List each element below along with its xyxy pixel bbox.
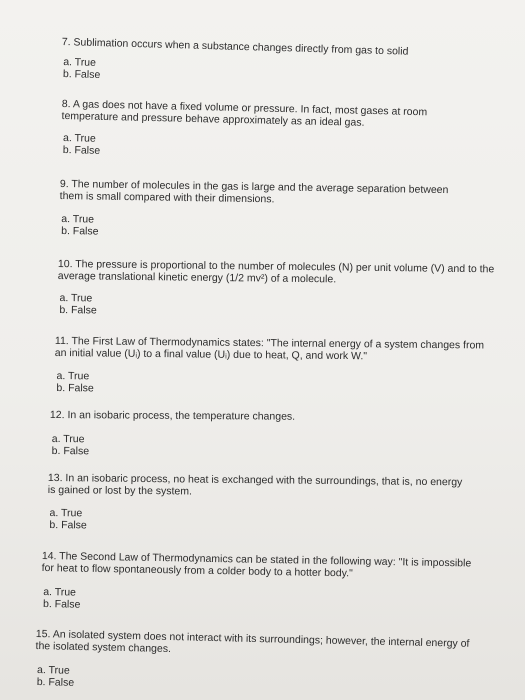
option-true[interactable]: a. True [51,433,85,446]
question-stem: 7. Sublimation occurs when a substance changes directly from gas to solid [61,36,409,58]
question-stem: 10. The pressure is proportional to the number of molecules (N) per unit volume (V) and to the average translational kinetic energy (1/2 mv²) of a molecule. [57,258,495,286]
question-12 [50,409,490,460]
option-true[interactable]: a. True [49,507,83,520]
option-false[interactable]: b. False [61,225,99,238]
option-true[interactable]: a. True [59,292,93,305]
option-false[interactable]: b. False [49,519,87,532]
option-true[interactable]: a. True [61,213,95,226]
question-stem: 13. In an isobaric process, no heat is exchanged with the surroundings, that is, no energy is gained or lost by the system. [47,472,463,498]
question-14 [41,550,482,618]
option-false[interactable]: b. False [56,382,94,395]
question-stem: 11. The First Law of Thermodynamics states: "The internal energy of a system changes from an initial value (Uᵢ) to a final value (Uᵢ) due to heat, Q, and work W." [54,335,485,363]
option-true[interactable]: a. True [62,132,96,145]
question-15 [35,628,486,698]
option-true[interactable]: a. True [43,586,77,599]
question-7 [61,36,462,91]
option-false[interactable]: b. False [42,598,81,611]
option-false[interactable]: b. False [62,68,101,82]
question-10 [57,258,498,321]
option-false[interactable]: b. False [59,304,97,317]
question-13 [47,472,468,535]
option-true[interactable]: a. True [56,370,90,383]
question-stem: 9. The number of molecules in the gas is large and the average separation between them is small compared with their dimensions. [59,178,449,206]
option-true[interactable]: a. True [36,664,70,677]
option-false[interactable]: b. False [51,445,90,458]
question-stem: 12. In an isobaric process, the temperature changes. [49,409,296,423]
option-false[interactable]: b. False [62,144,101,157]
question-stem: 15. An isolated system does not interact with its surroundings; however, the internal energy of the isolated system changes. [35,628,470,656]
question-stem: 8. A gas does not have a fixed volume or pressure. In fact, most gases at room temperature and pressure behave approximately as an ideal gas. [61,98,428,129]
question-9 [59,178,472,243]
option-true[interactable]: a. True [63,56,97,69]
question-stem: 14. The Second Law of Thermodynamics can be stated in the following way: "It is impossible for heat to flow spontaneously from a colder body to a hotter body." [41,550,472,580]
option-false[interactable]: b. False [36,676,75,689]
question-11 [54,335,495,399]
question-8 [61,98,462,165]
